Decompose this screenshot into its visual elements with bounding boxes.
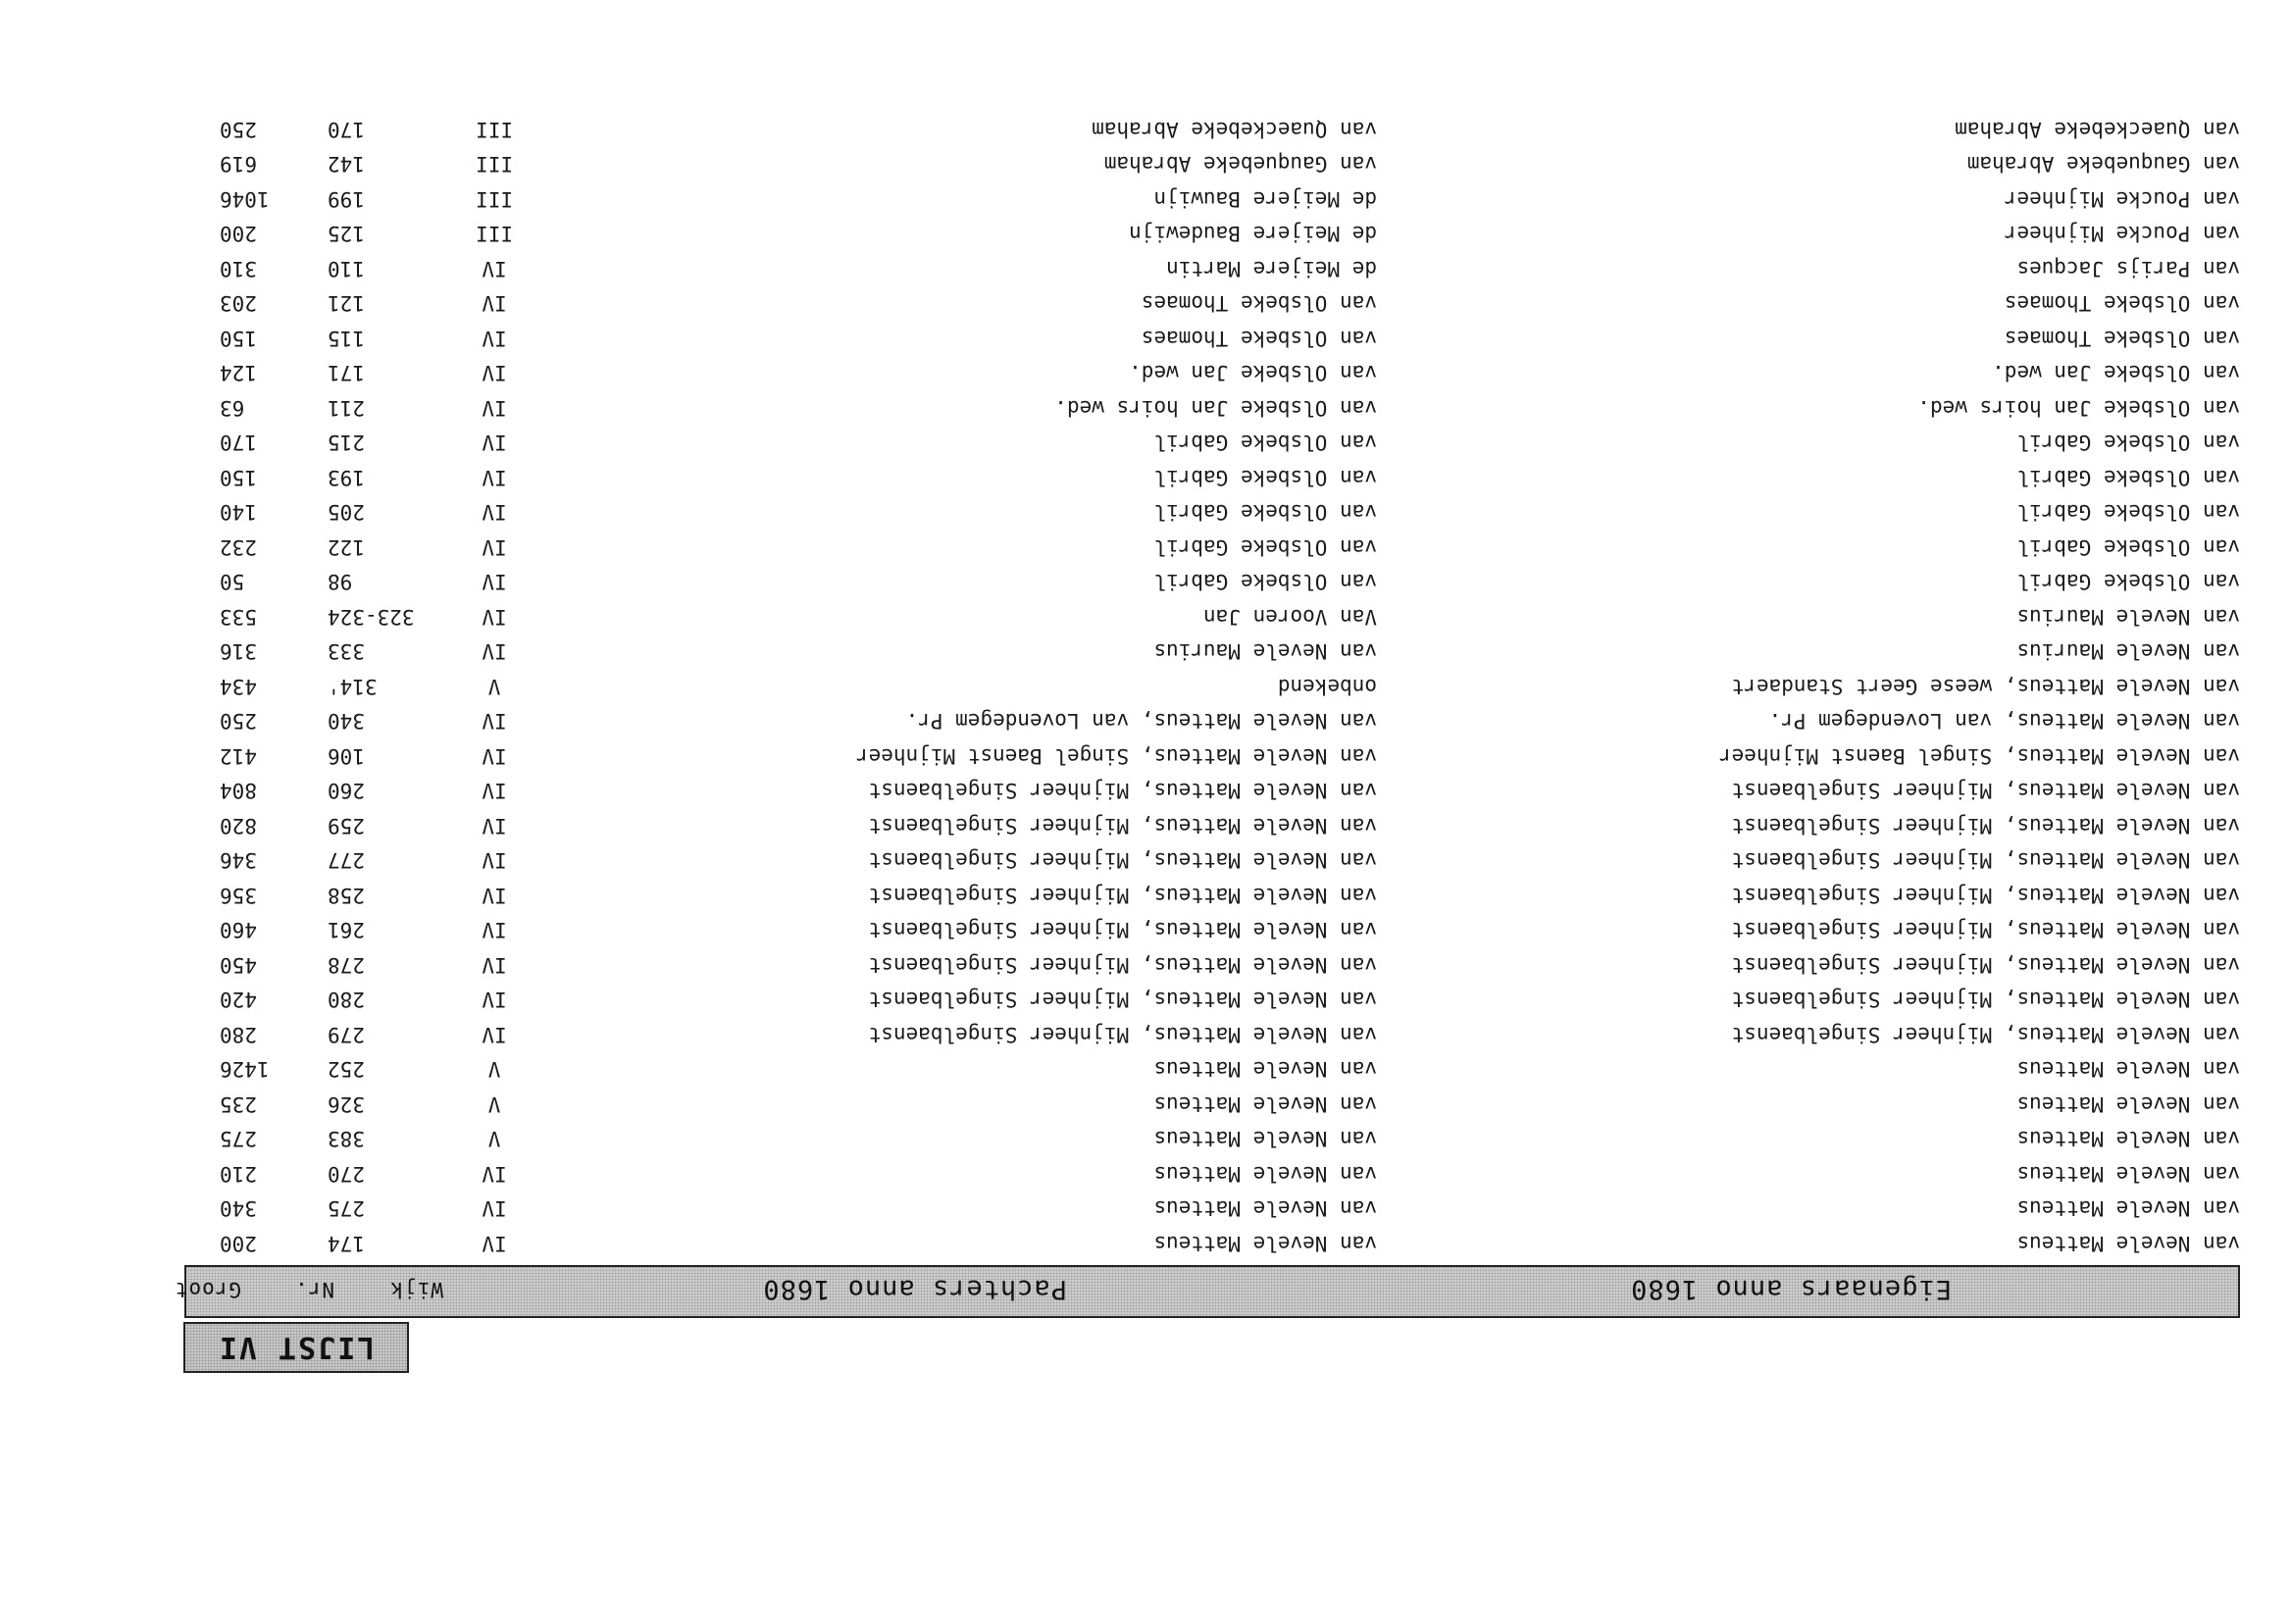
cell-wijk: IV (482, 605, 507, 629)
cell-wijk: IV (482, 500, 507, 525)
cell-groot: 804 (220, 779, 257, 803)
list-title: LIJST VI (183, 1322, 409, 1373)
table-row (184, 1192, 2240, 1227)
cell-nr: 205 (328, 500, 365, 525)
table-row (184, 634, 2240, 670)
table-row (184, 461, 2240, 496)
cell-owner: van Nevele Matteus, Mijnheer Singelbaenst (1731, 848, 2240, 873)
cell-nr: 314' (328, 675, 378, 698)
cell-wijk: V (487, 675, 501, 698)
table-row (184, 1227, 2240, 1262)
cell-groot: 235 (220, 1092, 257, 1116)
cell-owner: van Olsbeke Gabril (2016, 431, 2240, 455)
cell-groot: 820 (220, 814, 257, 837)
cell-owner: van Nevele Matteus, Mijnheer Singelbaenst (1731, 779, 2240, 803)
cell-tenant: van Nevele Matteus (1153, 1127, 1377, 1151)
table-row (184, 356, 2240, 391)
table-row (184, 182, 2240, 218)
cell-wijk: IV (482, 466, 507, 489)
cell-nr: 125 (328, 222, 365, 246)
cell-wijk: IV (482, 361, 507, 385)
cell-groot: 420 (220, 988, 257, 1012)
cell-tenant: van Olsbeke Gabril (1153, 431, 1377, 455)
cell-tenant: van Nevele Matteus, Mijnheer Singelbaenst (868, 814, 1377, 837)
cell-tenant: van Nevele Matteus (1153, 1196, 1377, 1221)
cell-wijk: III (476, 152, 513, 177)
table-row (184, 147, 2240, 182)
cell-owner: van Nevele Matteus (2016, 1127, 2240, 1151)
cell-groot: 310 (220, 257, 257, 280)
cell-owner: van Quaeckebeke Abraham (1955, 118, 2240, 141)
cell-wijk: IV (482, 848, 507, 873)
cell-tenant: van Nevele Matteus, Mijnheer Singelbaenst (868, 779, 1377, 803)
cell-tenant: van Nevele Matteus, Mijnheer Singelbaenst (868, 848, 1377, 873)
cell-nr: 383 (328, 1127, 365, 1151)
table-row (184, 739, 2240, 775)
cell-groot: 203 (220, 291, 257, 316)
cell-owner: van Nevele Maurius (2016, 639, 2240, 664)
cell-groot: 619 (220, 152, 257, 177)
table-row (184, 1052, 2240, 1088)
cell-nr: 174 (328, 1232, 365, 1255)
column-header-tenants: Pachters anno 1680 (762, 1274, 1067, 1304)
cell-wijk: IV (482, 988, 507, 1012)
cell-wijk: IV (482, 1232, 507, 1255)
cell-groot: 1426 (220, 1057, 270, 1082)
cell-groot: 346 (220, 848, 257, 873)
cell-owner: van Nevele Matteus, Mijnheer Singelbaenst (1731, 953, 2240, 977)
table-row (184, 391, 2240, 427)
cell-wijk: III (476, 118, 513, 141)
table-row (184, 495, 2240, 531)
cell-owner: van Poucke Mijnheer (2004, 187, 2240, 211)
cell-nr: 122 (328, 535, 365, 559)
table-row (184, 286, 2240, 322)
cell-tenant: van Nevele Matteus, Mijnheer Singelbaenst (868, 953, 1377, 977)
cell-groot: 210 (220, 1162, 257, 1186)
cell-nr: 199 (328, 187, 365, 211)
cell-owner: van Poucke Mijnheer (2004, 222, 2240, 246)
column-header-groot: Groot (174, 1278, 241, 1301)
cell-nr: 106 (328, 744, 365, 768)
cell-groot: 533 (220, 605, 257, 629)
cell-nr: 260 (328, 779, 365, 803)
cell-groot: 280 (220, 1023, 257, 1046)
table-row (184, 531, 2240, 566)
cell-nr: 170 (328, 118, 365, 141)
cell-tenant: van Nevele Matteus (1153, 1162, 1377, 1186)
cell-nr: 340 (328, 709, 365, 734)
cell-wijk: IV (482, 884, 507, 907)
cell-owner: van Nevele Matteus, Mijnheer Singelbaenst (1731, 814, 2240, 837)
cell-wijk: IV (482, 257, 507, 280)
table-row (184, 322, 2240, 357)
table-row (184, 774, 2240, 809)
cell-wijk: V (487, 1057, 501, 1082)
cell-groot: 150 (220, 466, 257, 489)
cell-tenant: van Olsbeke Jan hoirs wed. (1054, 396, 1377, 420)
cell-groot: 250 (220, 709, 257, 734)
table-row (184, 983, 2240, 1018)
cell-owner: van Olsbeke Gabril (2016, 500, 2240, 525)
cell-wijk: IV (482, 639, 507, 664)
cell-wijk: IV (482, 291, 507, 316)
cell-wijk: IV (482, 779, 507, 803)
table-row (184, 879, 2240, 914)
cell-tenant: van Nevele Matteus, Mijnheer Singelbaenst (868, 918, 1377, 942)
cell-nr: 215 (328, 431, 365, 455)
cell-tenant: van Nevele Matteus, Mijnheer Singelbaenst (868, 884, 1377, 907)
cell-groot: 356 (220, 884, 257, 907)
cell-nr: 279 (328, 1023, 365, 1046)
cell-nr: 98 (328, 570, 353, 594)
table-row (184, 948, 2240, 984)
table-row (184, 704, 2240, 739)
table-row (184, 113, 2240, 148)
cell-nr: 333 (328, 639, 365, 664)
cell-nr: 275 (328, 1196, 365, 1221)
cell-wijk: IV (482, 1023, 507, 1046)
cell-wijk: IV (482, 814, 507, 837)
cell-tenant: onbekend (1277, 675, 1377, 698)
table-row (184, 1122, 2240, 1157)
cell-wijk: IV (482, 570, 507, 594)
table-row (184, 843, 2240, 879)
cell-tenant: van Nevele Matteus, Mijnheer Singelbaenst (868, 1023, 1377, 1046)
cell-owner: van Gauquebeke Abraham (1966, 152, 2240, 177)
cell-groot: 140 (220, 500, 257, 525)
cell-tenant: van Olsbeke Gabril (1153, 500, 1377, 525)
table-row (184, 809, 2240, 844)
cell-owner: van Nevele Matteus, van Lovendegem Pr. (1768, 709, 2240, 734)
cell-tenant: van Olsbeke Gabril (1153, 570, 1377, 594)
cell-tenant: van Nevele Matteus, Singel Baenst Mijnheer (855, 744, 1377, 768)
table-row (184, 426, 2240, 461)
table-row (184, 217, 2240, 252)
cell-owner: van Nevele Matteus (2016, 1232, 2240, 1255)
cell-wijk: IV (482, 1162, 507, 1186)
cell-groot: 412 (220, 744, 257, 768)
cell-owner: van Olsbeke Jan wed. (1992, 361, 2240, 385)
cell-tenant: de Meijere Bauwijn (1153, 187, 1377, 211)
cell-wijk: IV (482, 709, 507, 734)
cell-owner: van Nevele Matteus (2016, 1092, 2240, 1116)
cell-wijk: IV (482, 396, 507, 420)
cell-owner: van Nevele Matteus, Singel Baenst Mijnheer (1718, 744, 2240, 768)
cell-owner: van Nevele Matteus, Mijnheer Singelbaenst (1731, 918, 2240, 942)
cell-tenant: van Nevele Matteus (1153, 1057, 1377, 1082)
table-row (184, 913, 2240, 948)
cell-wijk: III (476, 187, 513, 211)
cell-wijk: V (487, 1092, 501, 1116)
cell-nr: 280 (328, 988, 365, 1012)
cell-groot: 250 (220, 118, 257, 141)
cell-groot: 450 (220, 953, 257, 977)
cell-tenant: van Nevele Matteus, van Lovendegem Pr. (905, 709, 1377, 734)
cell-wijk: V (487, 1127, 501, 1151)
cell-nr: 211 (328, 396, 365, 420)
cell-nr: 115 (328, 327, 365, 350)
column-header-owners: Eigenaars anno 1680 (1630, 1274, 1952, 1304)
cell-wijk: IV (482, 431, 507, 455)
cell-groot: 434 (220, 675, 257, 698)
cell-groot: 232 (220, 535, 257, 559)
cell-nr: 270 (328, 1162, 365, 1186)
cell-tenant: van Nevele Matteus (1153, 1232, 1377, 1255)
column-header-nr: Nr. (294, 1278, 334, 1301)
cell-nr: 323-324 (328, 605, 415, 629)
cell-owner: van Nevele Matteus (2016, 1057, 2240, 1082)
cell-owner: van Olsbeke Gabril (2016, 466, 2240, 489)
cell-tenant: van Olsbeke Gabril (1153, 466, 1377, 489)
cell-owner: van Olsbeke Gabril (2016, 535, 2240, 559)
cell-tenant: van Quaeckebeke Abraham (1092, 118, 1377, 141)
cell-owner: van Nevele Matteus, Mijnheer Singelbaenst (1731, 988, 2240, 1012)
cell-wijk: IV (482, 1196, 507, 1221)
cell-groot: 50 (220, 570, 245, 594)
cell-wijk: IV (482, 327, 507, 350)
cell-tenant: van Nevele Matteus, Mijnheer Singelbaenst (868, 988, 1377, 1012)
cell-wijk: IV (482, 953, 507, 977)
cell-nr: 277 (328, 848, 365, 873)
cell-groot: 200 (220, 222, 257, 246)
cell-owner: van Olsbeke Jan hoirs wed. (1917, 396, 2240, 420)
cell-nr: 259 (328, 814, 365, 837)
cell-owner: van Olsbeke Thomaes (2004, 327, 2240, 350)
cell-groot: 1046 (220, 187, 270, 211)
cell-groot: 460 (220, 918, 257, 942)
cell-tenant: de Meijere Baudewijn (1129, 222, 1377, 246)
cell-wijk: IV (482, 535, 507, 559)
cell-nr: 258 (328, 884, 365, 907)
cell-wijk: III (476, 222, 513, 246)
cell-owner: van Nevele Matteus (2016, 1162, 2240, 1186)
cell-owner: van Nevele Matteus, Mijnheer Singelbaenst (1731, 884, 2240, 907)
cell-owner: van Parijs Jacques (2016, 257, 2240, 280)
cell-nr: 326 (328, 1092, 365, 1116)
cell-owner: van Nevele Matteus, weese Geert Standaert (1731, 675, 2240, 698)
cell-tenant: van Olsbeke Gabril (1153, 535, 1377, 559)
table-row (184, 1018, 2240, 1053)
cell-nr: 252 (328, 1057, 365, 1082)
cell-owner: van Nevele Maurius (2016, 605, 2240, 629)
table-row (184, 252, 2240, 287)
cell-tenant: van Olsbeke Jan wed. (1129, 361, 1377, 385)
cell-tenant: Van Vooren Jan (1202, 605, 1377, 629)
table-row (184, 1157, 2240, 1193)
cell-groot: 63 (220, 396, 245, 420)
cell-tenant: van Nevele Matteus (1153, 1092, 1377, 1116)
cell-groot: 150 (220, 327, 257, 350)
cell-tenant: van Olsbeke Thomaes (1141, 291, 1377, 316)
cell-tenant: de Meijere Martin (1166, 257, 1377, 280)
cell-groot: 200 (220, 1232, 257, 1255)
cell-groot: 340 (220, 1196, 257, 1221)
cell-groot: 170 (220, 431, 257, 455)
table-row (184, 1088, 2240, 1123)
cell-groot: 275 (220, 1127, 257, 1151)
cell-wijk: IV (482, 744, 507, 768)
cell-nr: 193 (328, 466, 365, 489)
cell-owner: van Olsbeke Thomaes (2004, 291, 2240, 316)
cell-groot: 124 (220, 361, 257, 385)
cell-tenant: van Gauquebeke Abraham (1103, 152, 1377, 177)
cell-owner: van Nevele Matteus (2016, 1196, 2240, 1221)
table-row (184, 670, 2240, 705)
cell-owner: van Nevele Matteus, Mijnheer Singelbaenst (1731, 1023, 2240, 1046)
cell-nr: 278 (328, 953, 365, 977)
cell-owner: van Olsbeke Gabril (2016, 570, 2240, 594)
cell-nr: 142 (328, 152, 365, 177)
cell-tenant: van Nevele Maurius (1153, 639, 1377, 664)
cell-nr: 171 (328, 361, 365, 385)
cell-nr: 121 (328, 291, 365, 316)
cell-wijk: IV (482, 918, 507, 942)
cell-tenant: van Olsbeke Thomaes (1141, 327, 1377, 350)
column-header-wijk: Wijk (389, 1278, 443, 1301)
table-row (184, 600, 2240, 635)
table-header (174, 1265, 2240, 1318)
table-body (184, 113, 2240, 1262)
cell-groot: 316 (220, 639, 257, 664)
cell-nr: 261 (328, 918, 365, 942)
cell-nr: 110 (328, 257, 365, 280)
table-row (184, 565, 2240, 600)
